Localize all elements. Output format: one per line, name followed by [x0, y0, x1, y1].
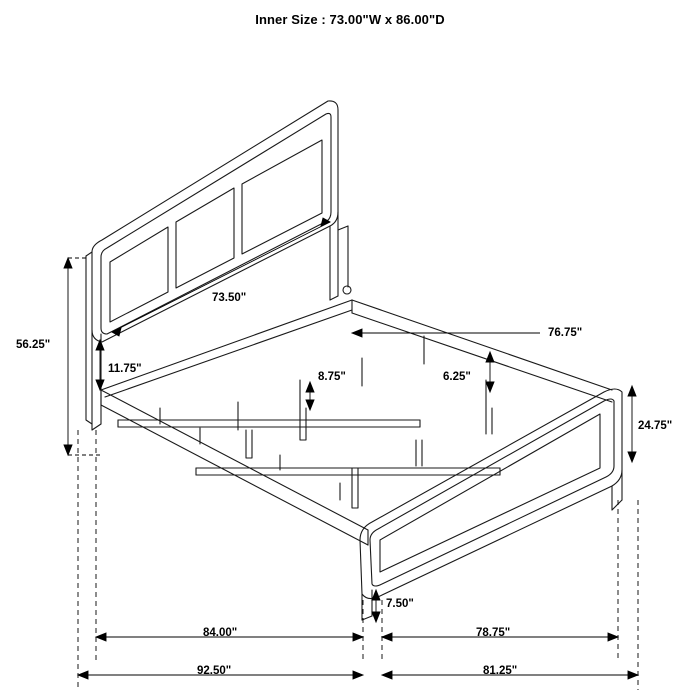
- dim-label-footboard-height: 24.75": [638, 420, 673, 432]
- dim-label-overall-height: 56.25": [16, 339, 51, 351]
- dim-left-overall: [78, 430, 363, 690]
- dim-headboard-clearance: [96, 340, 104, 390]
- footboard-outline: [360, 389, 622, 620]
- dim-left-depth: [96, 430, 363, 660]
- dim-rail-offset: [486, 352, 494, 392]
- headboard-posts: [86, 212, 351, 430]
- dim-label-left-depth: 84.00": [203, 627, 238, 639]
- dim-label-rail-offset: 6.25": [443, 371, 471, 383]
- headboard-outline: [92, 101, 338, 342]
- dim-footboard-height: [628, 386, 636, 462]
- dim-label-footboard-clearance: 7.50": [386, 598, 414, 610]
- dim-label-headboard-width: 73.50": [212, 292, 247, 304]
- dim-slat-height: [306, 382, 314, 410]
- page-title: Inner Size : 73.00"W x 86.00"D: [255, 12, 445, 27]
- dim-rail-inner: [352, 329, 540, 337]
- dim-label-left-overall: 92.50": [197, 665, 232, 677]
- bed-frame-rails: [101, 300, 612, 545]
- dim-label-right-overall: 81.25": [483, 665, 518, 677]
- dim-footboard-clearance: [372, 590, 380, 622]
- dim-label-rail-inner: 76.75": [548, 327, 583, 339]
- dim-overall-height: [64, 258, 100, 455]
- dim-label-right-depth: 78.75": [476, 627, 511, 639]
- dim-label-headboard-clearance: 11.75": [108, 363, 142, 375]
- dim-label-slat-height: 8.75": [318, 371, 346, 383]
- dim-right-overall: [382, 500, 638, 690]
